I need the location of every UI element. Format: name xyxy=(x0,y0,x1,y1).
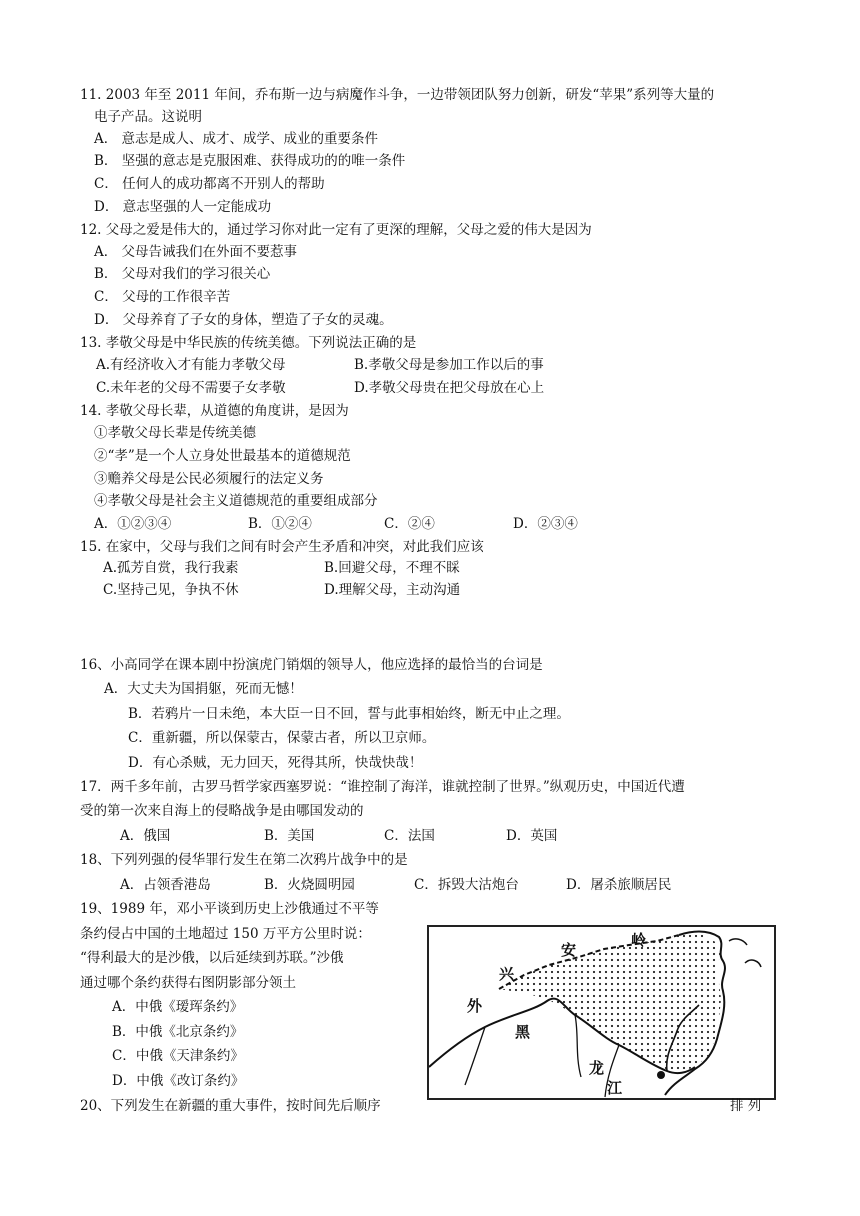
q12-stem: 12. 父母之爱是伟大的，通过学习你对此一定有了更深的理解，父母之爱的伟大是因为 xyxy=(80,222,592,238)
q18-option-a: A．占领香港岛 xyxy=(120,877,211,893)
q20-stem: 20、下列发生在新疆的重大事件，按时间先后顺序 xyxy=(80,1098,381,1114)
q12-option-a: A． 父母告诫我们在外面不要惹事 xyxy=(94,244,298,260)
q19-stem-line4: 通过哪个条约获得右图阴影部分领土 xyxy=(80,975,296,991)
tributary-2 xyxy=(575,1015,581,1077)
map-label-xing: 兴 xyxy=(499,965,515,983)
map-label-jiang: 江 xyxy=(607,1079,623,1097)
q14-option-b: B．①②④ xyxy=(248,516,312,532)
q15-stem: 15. 在家中，父母与我们之间有时会产生矛盾和冲突，对此我们应该 xyxy=(80,539,484,555)
q11-stem-line1: 11. 2003 年至 2011 年间，乔布斯一边与病魔作斗争，一边带领团队努力创新，研发“苹果”系列等大量的 xyxy=(80,87,715,103)
q16-stem: 16、小高同学在课本剧中扮演虎门销烟的领导人，他应选择的最恰当的台词是 xyxy=(80,657,543,673)
q14-option-c: C．②④ xyxy=(384,516,435,532)
q19-stem-line1: 19、1989 年，邓小平谈到历史上沙俄通过不平等 xyxy=(80,901,379,917)
q12-option-d: D． 父母养育了子女的身体，塑造了子女的灵魂。 xyxy=(94,312,393,328)
q11-option-a: A． 意志是成人、成才、成学、成业的重要条件 xyxy=(94,131,379,147)
q14-statement-2: ②“孝”是一个人立身处世最基本的道德规范 xyxy=(94,448,351,464)
q16-option-c: C．重新疆，所以保蒙古，保蒙古者，所以卫京师。 xyxy=(128,730,436,746)
q17-option-b: B．美国 xyxy=(264,828,315,844)
q20-stem-tail: 排 列 xyxy=(730,1098,762,1114)
q17-stem-line2: 受的第一次来自海上的侵略战争是由哪国发动的 xyxy=(80,803,364,819)
territory-map xyxy=(427,925,776,1100)
q14-statement-4: ④孝敬父母是社会主义道德规范的重要组成部分 xyxy=(94,493,378,509)
map-label-hei: 黑 xyxy=(515,1023,531,1041)
q14-statement-1: ①孝敬父母长辈是传统美德 xyxy=(94,425,256,441)
map-label-ling: 岭 xyxy=(631,931,647,949)
coast-inlet-2 xyxy=(745,960,761,967)
q14-statement-3: ③赡养父母是公民必须履行的法定义务 xyxy=(94,471,324,487)
q13-stem: 13. 孝敬父母是中华民族的传统美德。下列说法正确的是 xyxy=(80,335,417,351)
q15-option-a: A.孤芳自赏，我行我素 xyxy=(103,560,239,576)
q18-stem: 18、下列列强的侵华罪行发生在第二次鸦片战争中的是 xyxy=(80,852,408,868)
map-label-wai: 外 xyxy=(467,997,483,1015)
q19-option-a: A．中俄《瑷珲条约》 xyxy=(112,999,244,1015)
q16-option-a: A．大丈夫为国捐躯，死而无憾！ xyxy=(104,681,303,697)
q13-option-d: D.孝敬父母贵在把父母放在心上 xyxy=(354,380,545,396)
q19-stem-line3: “得利最大的是沙俄，以后延续到苏联。”沙俄 xyxy=(80,950,344,966)
q12-option-c: C． 父母的工作很辛苦 xyxy=(94,289,231,305)
q16-option-d: D．有心杀贼，无力回天，死得其所，快哉快哉！ xyxy=(128,755,423,771)
map-label-an: 安 xyxy=(561,941,577,959)
q19-option-b: B．中俄《北京条约》 xyxy=(112,1024,244,1040)
q17-stem-line1: 17．两千多年前，古罗马哲学家西塞罗说：“谁控制了海洋，谁就控制了世界。”纵观历史，中国近代遭 xyxy=(80,779,685,795)
q18-option-b: B．火烧圆明园 xyxy=(264,877,355,893)
q17-option-d: D．英国 xyxy=(506,828,558,844)
q17-option-c: C．法国 xyxy=(384,828,435,844)
q13-option-a: A.有经济收入才有能力孝敬父母 xyxy=(96,357,286,373)
q14-option-a: A．①②③④ xyxy=(94,516,172,532)
q11-option-c: C． 任何人的成功都离不开别人的帮助 xyxy=(94,176,325,192)
q13-option-b: B.孝敬父母是参加工作以后的事 xyxy=(354,357,544,373)
q15-option-d: D.理解父母，主动沟通 xyxy=(324,582,461,598)
q19-stem-line2: 条约侵占中国的土地超过 150 万平方公里时说： xyxy=(80,926,371,942)
coast-inlet-1 xyxy=(729,939,747,945)
q15-option-b: B.回避父母，不理不睬 xyxy=(324,560,460,576)
q18-option-c: C．拆毁大沽炮台 xyxy=(414,877,519,893)
q19-option-c: C．中俄《天津条约》 xyxy=(112,1048,244,1064)
lake xyxy=(657,1071,665,1079)
q18-option-d: D．屠杀旅顺居民 xyxy=(566,877,672,893)
shaded-territory xyxy=(499,935,721,1073)
q16-option-b: B．若鸦片一日未绝，本大臣一日不回，誓与此事相始终，断无中止之理。 xyxy=(128,706,570,722)
q12-option-b: B． 父母对我们的学习很关心 xyxy=(94,266,271,282)
territory-map-svg xyxy=(429,927,774,1098)
q11-option-d: D． 意志坚强的人一定能成功 xyxy=(94,199,272,215)
map-label-long: 龙 xyxy=(589,1059,605,1077)
q13-option-c: C.未年老的父母不需要子女孝敬 xyxy=(96,380,286,396)
q11-stem-line2: 电子产品。这说明 xyxy=(94,109,202,125)
q11-option-b: B． 坚强的意志是克服困难、获得成功的的唯一条件 xyxy=(94,153,406,169)
q14-stem: 14. 孝敬父母长辈，从道德的角度讲，是因为 xyxy=(80,403,349,419)
q19-option-d: D．中俄《改订条约》 xyxy=(112,1073,245,1089)
q14-option-d: D．②③④ xyxy=(513,516,578,532)
q17-option-a: A．俄国 xyxy=(120,828,171,844)
q15-option-c: C.坚持己见，争执不休 xyxy=(103,582,239,598)
